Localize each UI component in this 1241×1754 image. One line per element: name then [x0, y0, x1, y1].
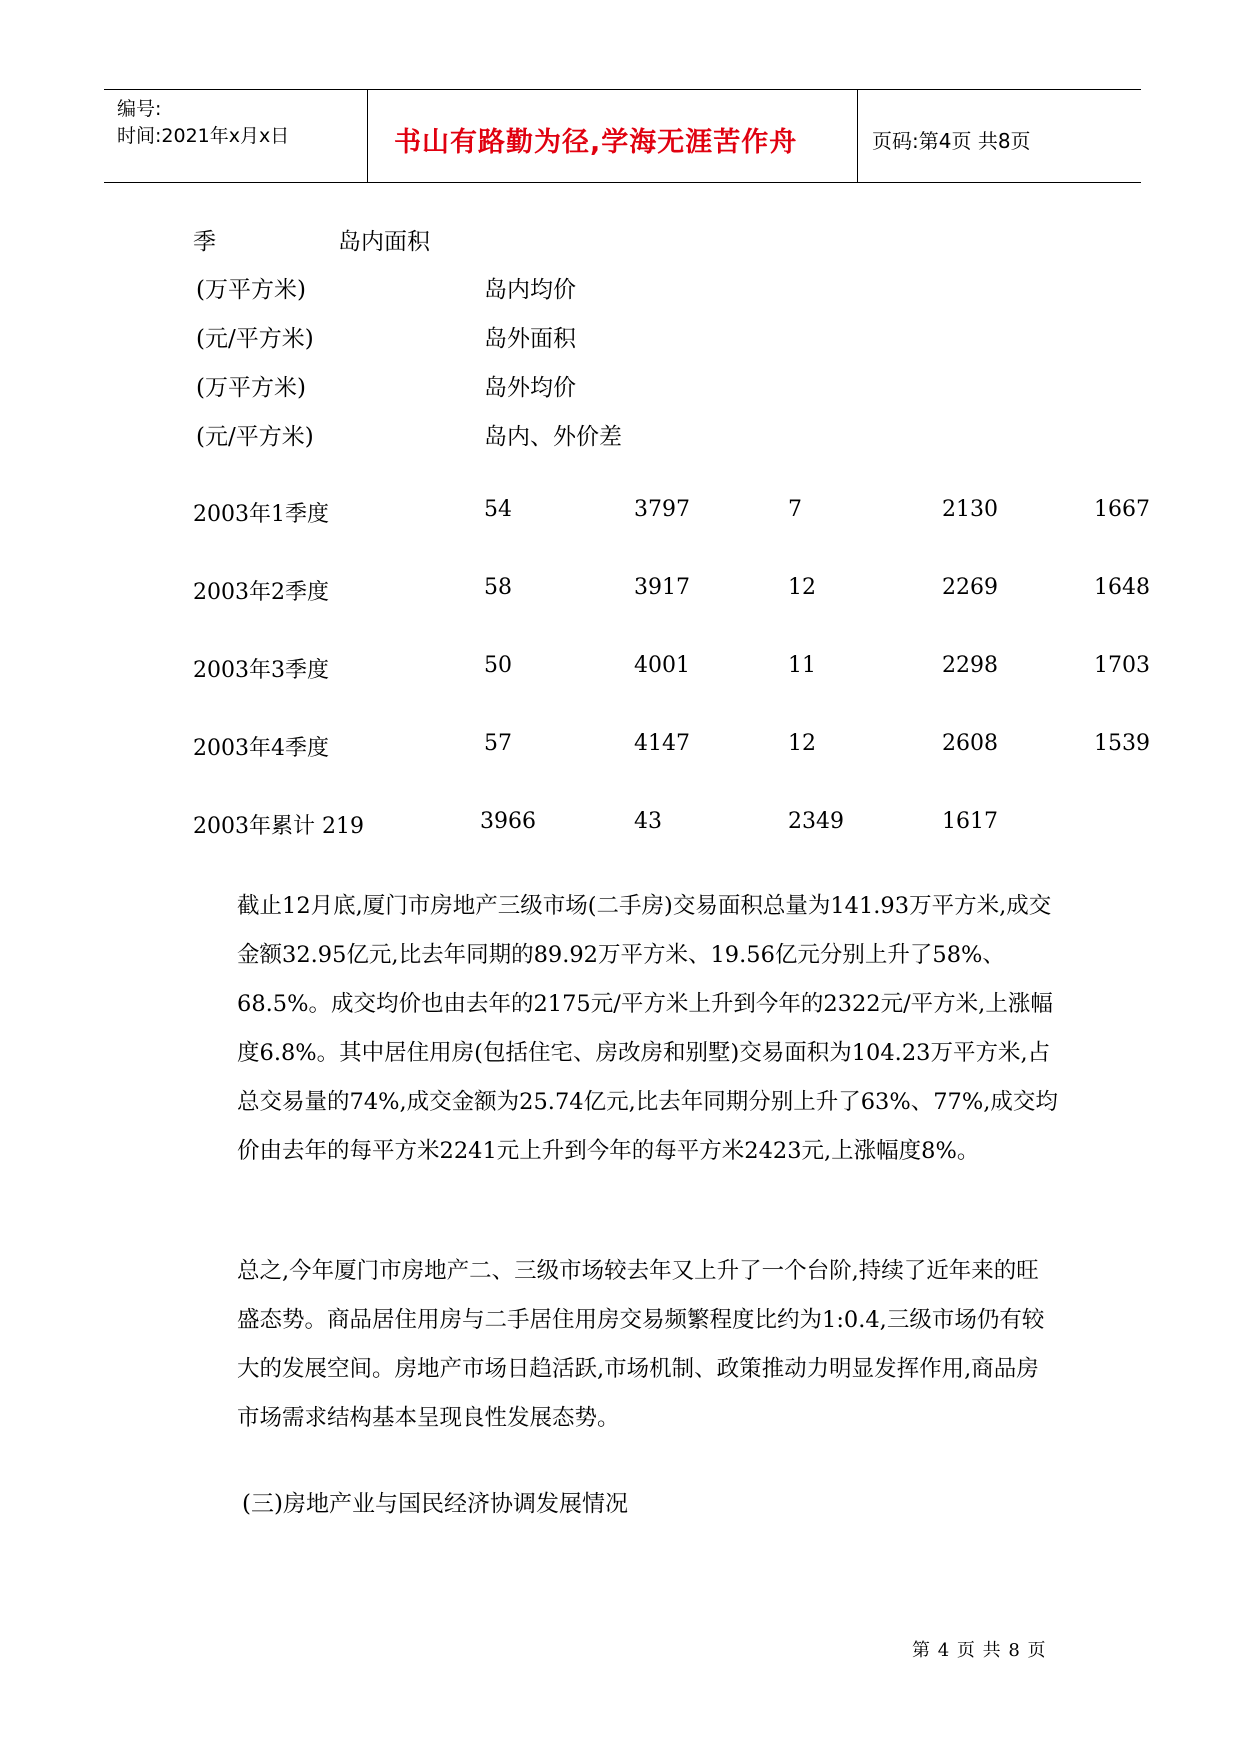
table-cell: 3797 — [634, 497, 690, 522]
table-cell: 4147 — [634, 731, 690, 756]
table-cell: 12 — [788, 731, 816, 756]
paragraph-text: 截止12月底,厦门市房地产三级市场(二手房)交易面积总量为141.93万平方米,成交金额32.95亿元,比去年同期的89.92万平方米、19.56亿元分别上升了58%、68.5%。成交均价也由去年的2175元/平方米上升到今年的2322元/平方米,上涨幅度6.8%。其中居住用房(包括住宅、房改房和别墅)交易面积为104.23万平方米,占总交易量的74%,成交金额为25.74亿元,比去年同期分别上升了63%、77%,成交均价由去年的每平方米2241元上升到今年的每平方米2423元,上涨幅度8%。 — [237, 893, 1058, 1164]
table-cell: 7 — [788, 497, 802, 522]
table-cell: 43 — [634, 809, 662, 834]
table-cell: 1703 — [1094, 653, 1150, 678]
table-header-label: 岛外面积 — [484, 326, 576, 352]
table-cell: 2130 — [942, 497, 998, 522]
page-footer: 第 4 页 共 8 页 — [912, 1640, 1047, 1661]
table-cell: 54 — [484, 497, 512, 522]
table-cell: 4001 — [634, 653, 690, 678]
table-cell: 50 — [484, 653, 512, 678]
header-divider-left — [367, 89, 368, 183]
header-motto: 书山有路勤为径,学海无涯苦作舟 — [394, 127, 798, 158]
table-header-label: 岛内、外价差 — [484, 424, 622, 450]
document-time-label: 时间:2021年x月x日 — [117, 125, 290, 147]
table-cell: 2269 — [942, 575, 998, 600]
table-cell: 12 — [788, 575, 816, 600]
section-heading: (三)房地产业与国民经济协调发展情况 — [242, 1491, 628, 1517]
table-header-label: (万平方米) — [196, 375, 306, 401]
table-cell: 3917 — [634, 575, 690, 600]
table-cell: 11 — [788, 653, 816, 678]
table-cell: 3966 — [480, 809, 536, 834]
table-cell: 2003年3季度 — [193, 658, 329, 683]
table-cell: 2003年1季度 — [193, 502, 329, 527]
document-number-label: 编号: — [117, 98, 162, 120]
body-paragraph — [189, 1247, 1059, 1443]
table-cell: 2003年4季度 — [193, 736, 329, 761]
table-header-label: 岛内均价 — [484, 277, 576, 303]
table-cell: 2003年2季度 — [193, 580, 329, 605]
table-header-label: 岛外均价 — [484, 375, 576, 401]
table-cell: 2349 — [788, 809, 844, 834]
header-bottom-rule — [104, 182, 1141, 183]
table-cell: 2003年累计 219 — [193, 814, 364, 839]
body-paragraph — [189, 882, 1059, 1176]
header-top-rule — [104, 89, 1141, 90]
paragraph-text: 总之,今年厦门市房地产二、三级市场较去年又上升了一个台阶,持续了近年来的旺盛态势。商品居住用房与二手居住用房交易频繁程度比约为1:0.4,三级市场仍有较大的发展空间。房地产市场日趋活跃,市场机制、政策推动力明显发挥作用,商品房市场需求结构基本呈现良性发展态势。 — [237, 1258, 1045, 1431]
table-header-label: 岛内面积 — [338, 229, 430, 255]
table-cell: 1667 — [1094, 497, 1150, 522]
header-divider-right — [857, 89, 858, 183]
table-cell: 2608 — [942, 731, 998, 756]
table-header-label: 季 — [193, 229, 216, 255]
table-cell: 2298 — [942, 653, 998, 678]
header-page-info: 页码:第4页 共8页 — [872, 129, 1031, 153]
table-cell: 58 — [484, 575, 512, 600]
table-cell: 1648 — [1094, 575, 1150, 600]
table-cell: 1617 — [942, 809, 998, 834]
table-cell: 1539 — [1094, 731, 1150, 756]
table-header-label: (元/平方米) — [196, 424, 314, 450]
table-cell: 57 — [484, 731, 512, 756]
table-header-label: (元/平方米) — [196, 326, 314, 352]
table-header-label: (万平方米) — [196, 277, 306, 303]
